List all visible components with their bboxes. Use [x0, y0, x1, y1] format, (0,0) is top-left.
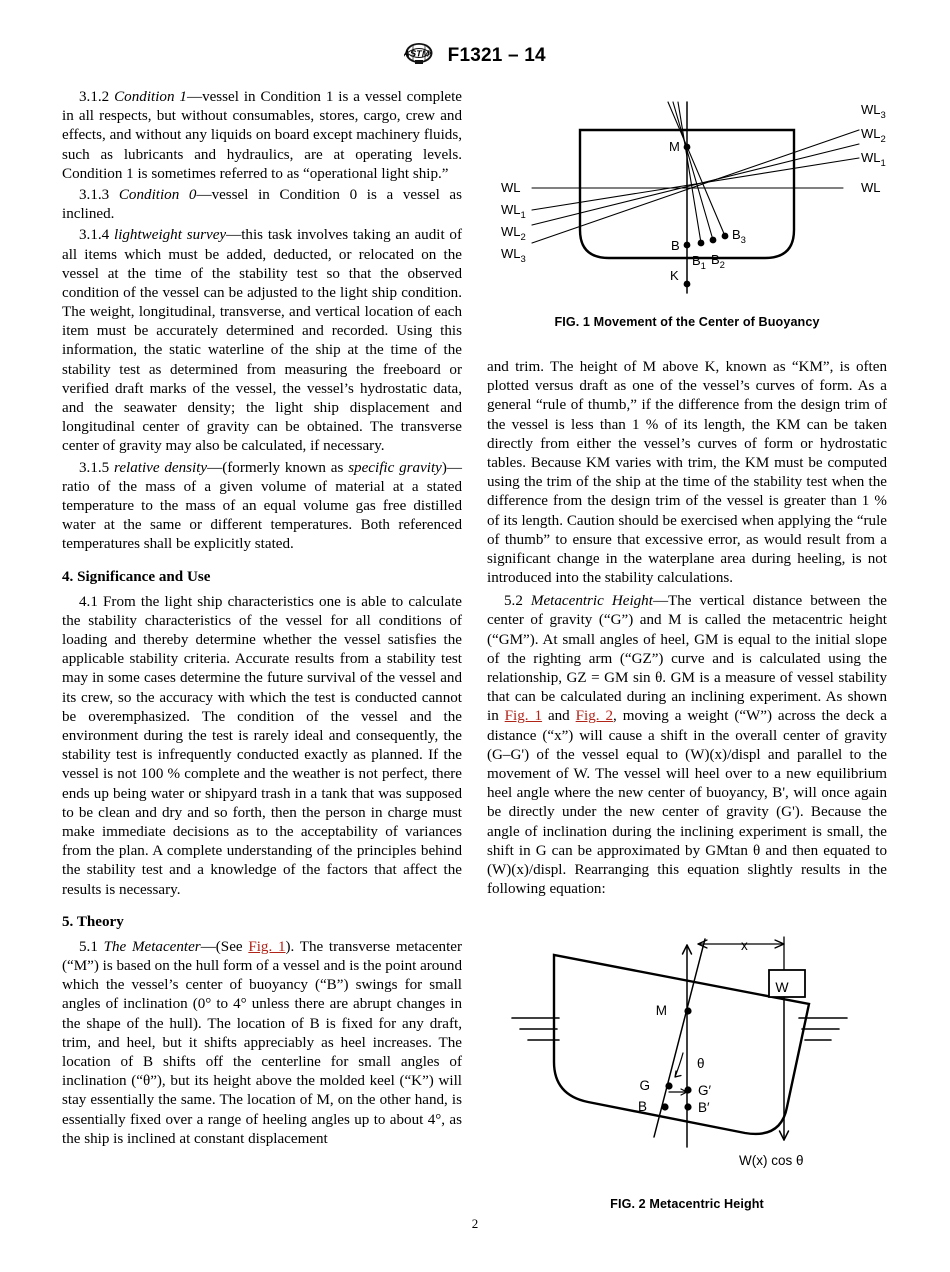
paragraph-5-1: [62, 938, 462, 1149]
label-point-b-prime: B′: [698, 1100, 710, 1115]
para-number: 3.1.4: [79, 227, 110, 244]
label-wl2-right: $WL_2$: [861, 126, 886, 145]
figure-2-caption: FIG. 2 Metacentric Height: [610, 1197, 764, 1211]
para-number: 3.1.2: [79, 89, 110, 105]
section-heading-4: 4. Significance and Use: [62, 568, 211, 585]
para-body-a: —(See: [200, 938, 249, 955]
para-number: 3.1.3: [79, 186, 110, 203]
label-wl-right: WL: [861, 180, 881, 195]
para-term: Condition 1: [114, 89, 187, 105]
point-g-prime-marker: [684, 1086, 691, 1093]
label-point-b2: $B_2$: [711, 252, 725, 271]
left-text-column: [62, 88, 462, 1149]
para-term: Metacentric Height: [530, 593, 653, 610]
para-body-b: and: [542, 708, 576, 725]
point-m-marker: [684, 1007, 691, 1014]
point-g-marker: [665, 1082, 672, 1089]
para-term-secondary: specific gravity: [348, 459, 442, 476]
para-number: 5.2: [504, 593, 523, 610]
para-body: From the light ship characteristics one is able to calculate the stability characteristics of the vessel for all conditions of loading and thereby determine whether the vessel satisfies the applicable stability criteria. Accurate results from a stability test may in some cases determine the future survival of the vessel and its crew, so the accuracy with which the test is conducted cannot be overemphasized. The condition of the vessel and the environment during the test is rarely ideal and consequently, the stability test is infrequently conducted exactly as planned. If the vessel is not 100 % complete and the weather is not perfect, there ends up being water or shipyard trash in a tank that was supposed to be clean and dry and so forth, then the person in charge must make immediate decisions as to the acceptability of variances from the plan. A complete understanding of the principles behind the stability test and a knowledge of the factors that affect the results is necessary.: [62, 593, 462, 898]
standard-designation: F1321 – 14: [447, 45, 546, 66]
label-point-m: M: [669, 139, 680, 154]
waterline-marks-left: [512, 1018, 559, 1040]
para-term: Condition 0: [118, 186, 197, 203]
figure-1: [487, 88, 887, 329]
para-body-b: )—ratio of the mass of a given volume of material at a stated temperature to the mass of an equal volume gas free distilled water at the same or different temperatures. Both referenced temperatures shall be explicitly stated.: [62, 459, 462, 553]
para-body: —vessel in Condition 0 is a vessel as inclined.: [62, 186, 463, 223]
paragraph-3-1-4: [62, 226, 462, 456]
point-b2-marker: [710, 237, 717, 244]
point-m-marker: [684, 144, 691, 151]
figure-2-drawing: [487, 925, 887, 1190]
label-point-m: M: [655, 1003, 667, 1018]
paragraph-4-1: [62, 593, 462, 900]
point-b1-marker: [698, 240, 705, 247]
label-point-g-prime: G′: [698, 1083, 712, 1098]
para-number: 4.1: [79, 593, 98, 610]
figure-2: [487, 925, 887, 1211]
point-b-marker: [661, 1103, 668, 1110]
label-wl2-left: $WL_2$: [501, 224, 526, 243]
label-point-b3: $B_3$: [732, 227, 746, 246]
label-theta: θ: [697, 1056, 705, 1071]
paragraph-3-1-5: [62, 459, 462, 555]
point-b-prime-marker: [684, 1103, 691, 1110]
label-wl3-right: $WL_3$: [861, 102, 886, 121]
figure-1-drawing: [487, 88, 887, 310]
figure-1-link[interactable]: Fig. 1: [504, 708, 543, 725]
label-point-k: K: [670, 268, 679, 283]
paragraph-continued: and trim. The height of M above K, known as “KM”, is often plotted versus draft as one of the vessel’s curves of form. As a general “rule of thumb,” if the difference from the design trim of the vessel is less than 1 % of its length, the KM can be taken directly from either the vessel’s curves of form or hydrostatic tables. Because KM varies with trim, the KM must be computed using the trim of the ship at the time of the stability test when the difference from the design trim of the vessel is greater than 1 % of its length. Caution should be exercised when applying the “rule of thumb” to ensure that excessive error, as would result from a significant change in the waterplane area during heeling, is not introduced into the stability calculations.: [487, 359, 887, 587]
astm-logo-icon: [404, 42, 434, 72]
right-text-column: [487, 358, 887, 899]
paragraph-3-1-2: [62, 88, 462, 184]
para-body-b: ). The transverse metacenter (“M”) is based on the hull form of a vessel and is the point around which the vessel’s center of buoyancy (“B”) swings for small angles of inclination (0° to 4° unless there are abrupt changes in the shape of the hull). The location of B is fixed for any draft, trim, and heel, but it shifts appreciably as heel increases. The location of B shifts off the centerline for small angles of inclination (“θ”), but its height above the molded keel (“K”) will stay essentially the same. The location of M, on the other hand, is essentially fixed over a range of heeling angles up to about 4°, as the ship is inclined at constant displacement: [62, 938, 463, 1147]
paragraph-3-1-3: [62, 186, 462, 224]
para-term: relative density: [114, 459, 208, 476]
label-point-b1: $B_1$: [692, 253, 706, 272]
label-wl-left: WL: [501, 180, 521, 195]
para-body: —vessel in Condition 1 is a vessel complete in all respects, but without consumables, stores, cargo, crew and effects, and without any liquids on board except machinery fluids, such as lubricants and hydraulics, are at operating levels. Condition 1 is sometimes referred to as “operational light ship.”: [62, 89, 463, 182]
label-wl3-left: $WL_3$: [501, 246, 526, 265]
label-moment: W(x) cos θ: [739, 1153, 804, 1168]
svg-text:ASTM: ASTM: [404, 48, 431, 59]
figure-2-link[interactable]: Fig. 2: [575, 708, 614, 725]
para-term: The Metacenter: [103, 938, 201, 955]
label-point-g: G: [639, 1078, 650, 1093]
figure-1-link[interactable]: Fig. 1: [248, 938, 286, 955]
para-body-c: , moving a weight (“W”) across the deck a distance (“x”) will cause a shift in the overall center of gravity (G–G') of the vessel equal to (W)(x)/displ and parallel to the movement of W. The vessel will heel over to a new equilibrium heel angle where the new center of buoyancy, B', will once again be directly under the new center of gravity (G'). Because the angle of inclination during the inclining experiment is small, the shift in G can be approximated by GMtan θ and then equated to (W)(x)/displ. Rearranging this equation slightly results in the following equation:: [487, 708, 888, 898]
para-body-a: —The vertical distance between the center of gravity (“G”) and M is called the metacentric height (“GM”). At small angles of heel, GM is equal to the initial slope of the righting arm (“GZ”) curve and is calculated using the relationship, GZ = GM sin θ. GM is a measure of vessel stability that can be calculated during an inclining experiment. As shown in: [487, 593, 887, 725]
label-wl1-right: $WL_1$: [861, 150, 886, 169]
page-header: [0, 42, 950, 72]
para-body-a: —(formerly known as: [207, 459, 349, 476]
label-point-b: B: [671, 238, 680, 253]
para-term: lightweight survey: [114, 227, 227, 244]
point-b3-marker: [722, 233, 729, 240]
paragraph-5-2: [487, 592, 887, 899]
point-b-marker: [684, 242, 691, 249]
label-wl1-left: $WL_1$: [501, 202, 526, 221]
para-number: 5.1: [79, 938, 98, 955]
point-k-marker: [684, 281, 691, 288]
para-body: —this task involves taking an audit of all items which must be added, deducted, or relocated on the vessel at the time of the stability test so that the observed condition of the vessel can be adjusted to the light ship condition. The weight, longitudinal, transverse, and vertical location of each item must be accurately determined and recorded. Using this information, the static waterline of the ship at the time of the stability test as determined from measuring the freeboard or verified draft marks of the vessel, the vessel’s hydrostatic data, and the seawater density; the light ship displacement and longitudinal center of gravity can be obtained. The transverse center of gravity may also be calculated, if necessary.: [62, 227, 463, 455]
label-dimension-x: x: [741, 938, 748, 953]
label-point-b: B: [637, 1099, 647, 1114]
section-heading-5: 5. Theory: [62, 913, 124, 930]
label-weight: W: [775, 979, 789, 995]
figure-1-caption: FIG. 1 Movement of the Center of Buoyancy: [554, 315, 820, 329]
page-number: 2: [471, 1216, 479, 1231]
ray-b2: [673, 102, 713, 240]
para-number: 3.1.5: [79, 459, 110, 476]
